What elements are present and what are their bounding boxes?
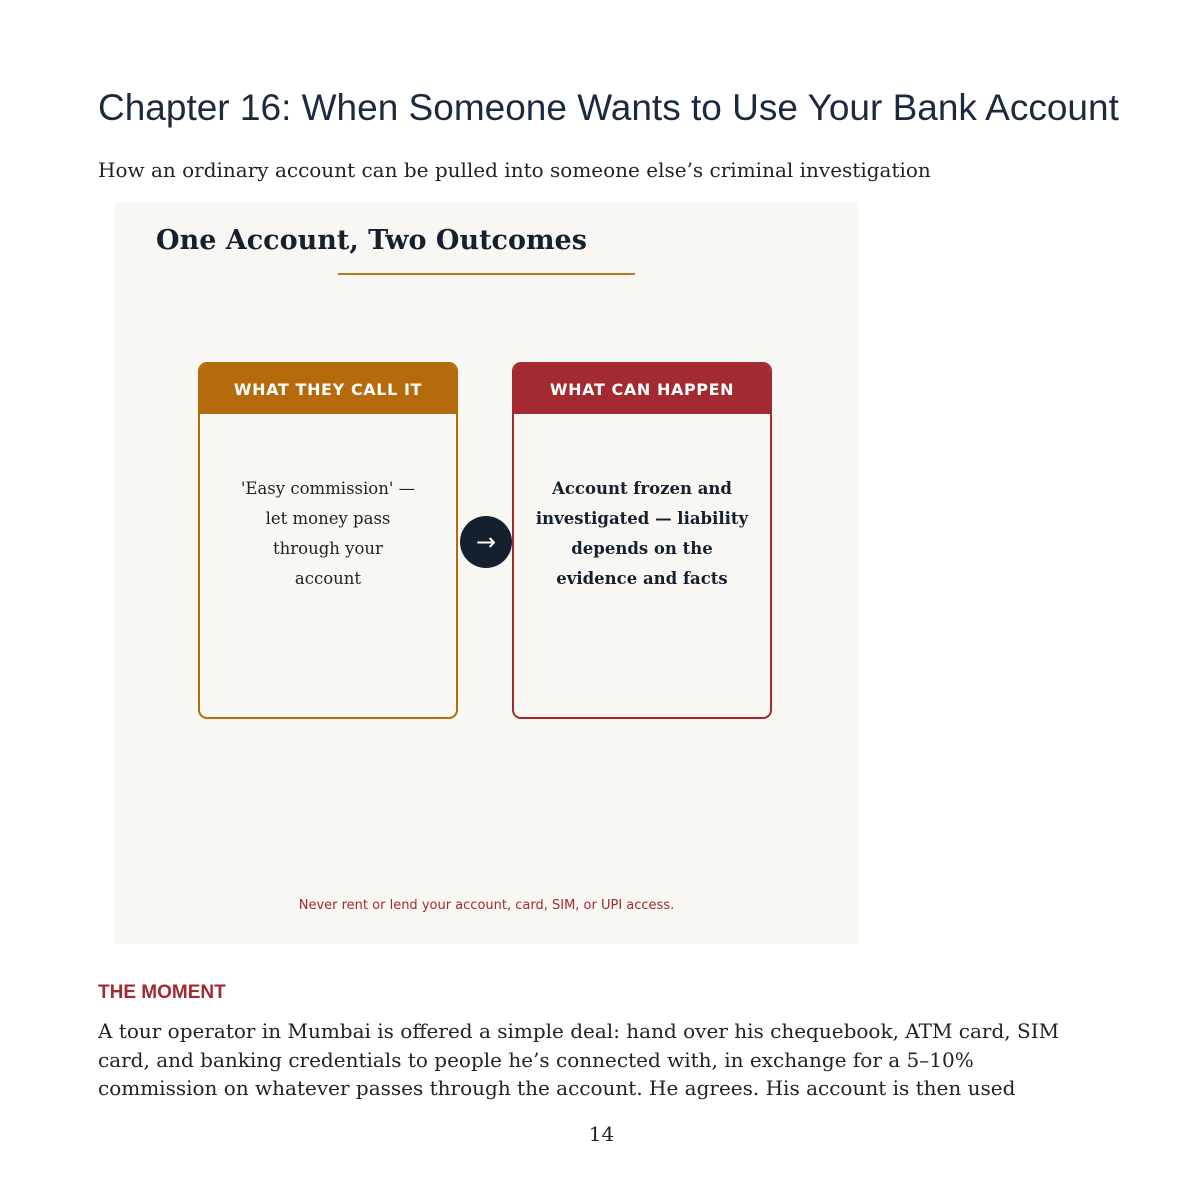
page-number: 14 — [588, 1122, 615, 1146]
chapter-subtitle: How an ordinary account can be pulled into someone else’s criminal investigation — [98, 158, 931, 182]
what-they-call-it-header: WHAT THEY CALL IT — [200, 364, 456, 414]
what-they-call-it-text: 'Easy commission' — let money pass through your account — [240, 479, 416, 588]
what-they-call-it-card — [198, 362, 458, 719]
section-heading: THE MOMENT — [98, 982, 226, 1003]
what-can-happen-header: WHAT CAN HAPPEN — [514, 364, 770, 414]
chapter-title: Chapter 16: When Someone Wants to Use Your Bank Account — [98, 87, 1119, 128]
figure-title: One Account, Two Outcomes — [156, 225, 587, 256]
figure-title-underline — [338, 273, 635, 275]
right-arrow-icon: → — [460, 516, 512, 568]
section-body-text: A tour operator in Mumbai is offered a simple deal: hand over his chequebook, ATM card, SIM card, and banking credentials to people he’s connected with, in exchange for a 5–10% commission on whatever passes through the account. He agrees. His account is then used — [98, 1019, 1060, 1100]
what-can-happen-card — [512, 362, 772, 719]
figure-footnote: Never rent or lend your account, card, SIM, or UPI access. — [298, 898, 675, 913]
what-can-happen-text: Account frozen and investigated — liability depends on the evidence and facts — [535, 479, 749, 588]
